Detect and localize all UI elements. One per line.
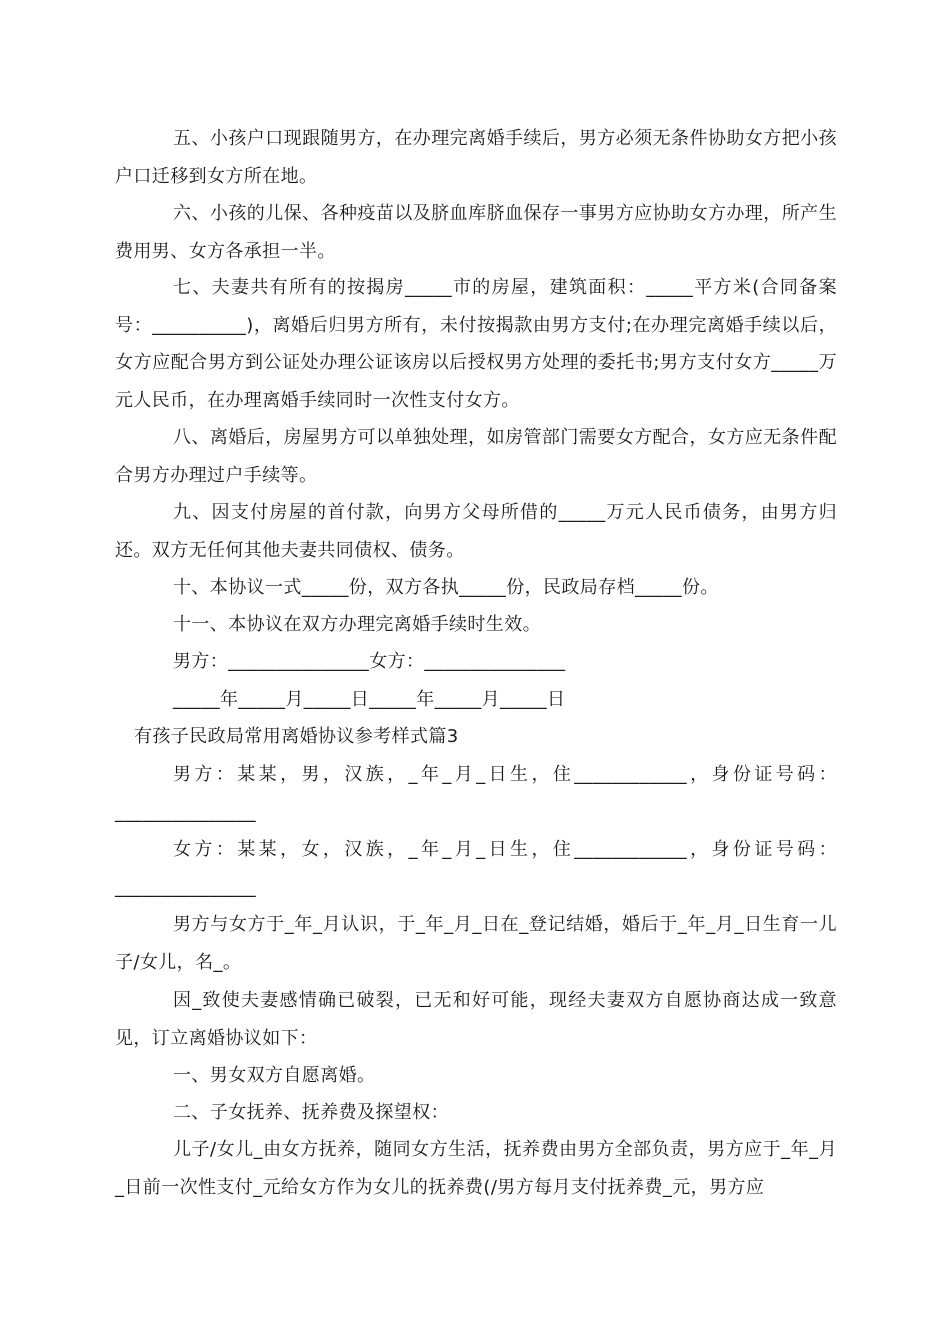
date-line: _____年_____月_____日_____年_____月_____日 (173, 689, 566, 710)
clause-5: 五、小孩户口现跟随男方，在办理完离婚手续后，男方必须无条件协助女方把小孩户口迁移到女方所在地。 (115, 128, 837, 187)
clause-6: 六、小孩的儿保、各种疫苗以及脐血库脐血保存一事男方应协助女方办理，所产生费用男、女方各承担一半。 (115, 203, 837, 262)
marriage-background: 男方与女方于_年_月认识，于_年_月_日在_登记结婚，婚后于_年_月_日生育一儿子/女儿，名_。 (115, 914, 837, 973)
clause-8: 八、离婚后，房屋男方可以单独处理，如房管部门需要女方配合，女方应无条件配合男方办理过户手续等。 (115, 427, 837, 486)
party-female: 女方：某某，女，汉族，_年_月_日生，住____________，身份证号码：_______________ (115, 839, 837, 898)
term-2: 二、子女抚养、抚养费及探望权： (173, 1102, 449, 1123)
clause-10: 十、本协议一式_____份，双方各执_____份，民政局存档_____份。 (173, 577, 719, 598)
clause-9: 九、因支付房屋的首付款，向男方父母所借的_____万元人民币债务，由男方归还。双方无任何其他夫妻共同债权、债务。 (115, 502, 837, 561)
section-title: 有孩子民政局常用离婚协议参考样式篇3 (134, 726, 459, 747)
signature-line: 男方：_______________女方：_______________ (173, 651, 566, 672)
child-custody: 儿子/女儿_由女方抚养，随同女方生活，抚养费由男方全部负责，男方应于_年_月_日前一次性支付_元给女方作为女儿的抚养费(/男方每月支付抚养费_元，男方应 (115, 1139, 837, 1198)
term-1: 一、男女双方自愿离婚。 (173, 1065, 376, 1086)
clause-11: 十一、本协议在双方办理完离婚手续时生效。 (173, 614, 541, 635)
clause-7: 七、夫妻共有所有的按揭房_____市的房屋，建筑面积：_____平方米(合同备案号：__________)，离婚后归男方所有，未付按揭款由男方支付;在办理完离婚手续以后，女方应配合男方到公证处办理公证该房以后授权男方处理的委托书;男方支付女方_____万元人民币，在办理离婚手续同时一次性支付女方。 (115, 277, 837, 411)
party-male: 男方：某某，男，汉族，_年_月_日生，住____________，身份证号码：_______________ (115, 764, 837, 823)
divorce-reason: 因_致使夫妻感情确已破裂，已无和好可能，现经夫妻双方自愿协商达成一致意见，订立离婚协议如下： (115, 990, 837, 1049)
